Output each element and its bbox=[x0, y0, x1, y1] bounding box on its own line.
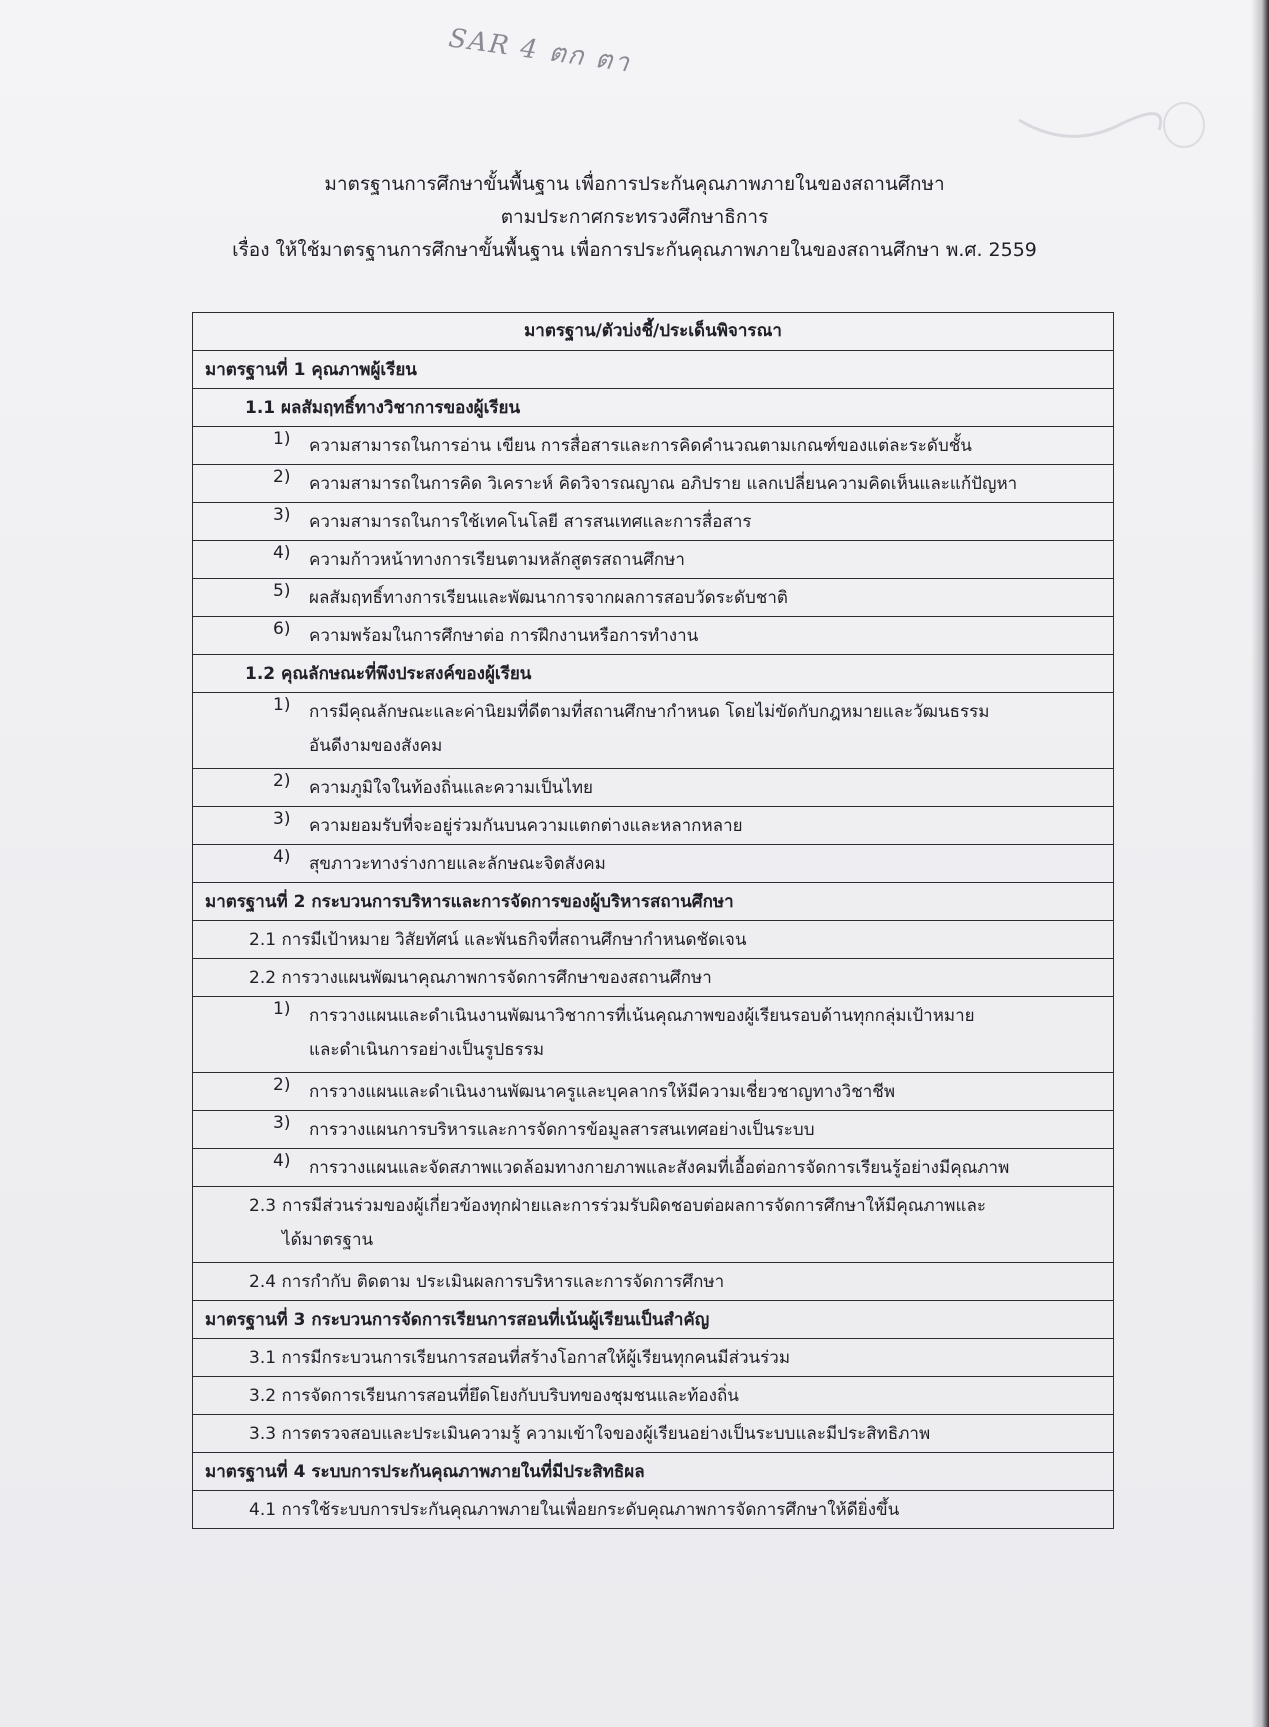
standards-table bbox=[192, 312, 1114, 1529]
table-row bbox=[193, 693, 1113, 769]
indicator-2-3-number: 2.3 bbox=[249, 1196, 277, 1216]
item-text-line-1: การวางแผนและดำเนินงานพัฒนาวิชาการที่เน้นคุณภาพของผู้เรียนรอบด้านทุกกลุ่มเป้าหมาย bbox=[309, 1006, 975, 1026]
indicator-3-2-label: 3.2 การจัดการเรียนการสอนที่ยึดโยงกับบริบทของชุมชนและท้องถิ่น bbox=[249, 1386, 739, 1406]
item-text-line-2: และดำเนินการอย่างเป็นรูปธรรม bbox=[309, 1040, 545, 1060]
indicator-2-4-row bbox=[193, 1263, 1113, 1301]
table-row bbox=[193, 617, 1113, 655]
bleed-through-logo bbox=[1009, 95, 1209, 155]
table-row bbox=[193, 1111, 1113, 1149]
indicator-2-2-row bbox=[193, 959, 1113, 997]
indicator-2-1-label: 2.1 การมีเป้าหมาย วิสัยทัศน์ และพันธกิจที่สถานศึกษากำหนดชัดเจน bbox=[249, 930, 747, 950]
item-text: การวางแผนการบริหารและการจัดการข้อมูลสารสนเทศอย่างเป็นระบบ bbox=[309, 1120, 815, 1140]
indicator-1-2-label: 1.2 คุณลักษณะที่พึงประสงค์ของผู้เรียน bbox=[245, 664, 532, 684]
item-number: 3) bbox=[273, 809, 291, 829]
indicator-1-1-row bbox=[193, 389, 1113, 427]
table-header bbox=[193, 313, 1113, 351]
indicator-3-3-label: 3.3 การตรวจสอบและประเมินความรู้ ความเข้าใจของผู้เรียนอย่างเป็นระบบและมีประสิทธิภาพ bbox=[249, 1424, 931, 1444]
item-number: 6) bbox=[273, 619, 291, 639]
item-number: 5) bbox=[273, 581, 291, 601]
item-text: สุขภาวะทางร่างกายและลักษณะจิตสังคม bbox=[309, 854, 606, 874]
table-row bbox=[193, 997, 1113, 1073]
item-text: ความก้าวหน้าทางการเรียนตามหลักสูตรสถานศึกษา bbox=[309, 550, 685, 570]
item-number: 1) bbox=[273, 695, 291, 715]
bleed-through-stamp bbox=[1009, 95, 1209, 155]
indicator-1-1-label: 1.1 ผลสัมฤทธิ์ทางวิชาการของผู้เรียน bbox=[245, 398, 521, 418]
title-line-2: ตามประกาศกระทรวงศึกษาธิการ bbox=[500, 206, 769, 228]
item-number: 4) bbox=[273, 1151, 291, 1171]
item-number: 2) bbox=[273, 771, 291, 791]
document-title bbox=[0, 168, 1269, 267]
standard-4-row bbox=[193, 1453, 1113, 1491]
indicator-4-1-label: 4.1 การใช้ระบบการประกันคุณภาพภายในเพื่อยกระดับคุณภาพการจัดการศึกษาให้ดียิ่งขึ้น bbox=[249, 1500, 900, 1520]
item-text: การวางแผนและดำเนินงานพัฒนาครูและบุคลากรให้มีความเชี่ยวชาญทางวิชาชีพ bbox=[309, 1082, 896, 1102]
indicator-3-3-row bbox=[193, 1415, 1113, 1453]
indicator-2-3-text bbox=[282, 1189, 1113, 1257]
indicator-3-1-row bbox=[193, 1339, 1113, 1377]
item-number: 4) bbox=[273, 543, 291, 563]
item-text bbox=[309, 695, 1113, 763]
indicator-2-2-label: 2.2 การวางแผนพัฒนาคุณภาพการจัดการศึกษาของสถานศึกษา bbox=[249, 968, 712, 988]
standard-3-title: มาตรฐานที่ 3 กระบวนการจัดการเรียนการสอนที่เน้นผู้เรียนเป็นสำคัญ bbox=[205, 1310, 710, 1330]
item-number: 2) bbox=[273, 467, 291, 487]
item-text: ความยอมรับที่จะอยู่ร่วมกันบนความแตกต่างและหลากหลาย bbox=[309, 816, 743, 836]
standard-1-row bbox=[193, 351, 1113, 389]
item-text-line-2: อันดีงามของสังคม bbox=[309, 736, 443, 756]
item-number: 2) bbox=[273, 1075, 291, 1095]
item-text: ผลสัมฤทธิ์ทางการเรียนและพัฒนาการจากผลการสอบวัดระดับชาติ bbox=[309, 588, 788, 608]
table-row bbox=[193, 503, 1113, 541]
standard-1-title: มาตรฐานที่ 1 คุณภาพผู้เรียน bbox=[205, 360, 417, 380]
indicator-2-1-row bbox=[193, 921, 1113, 959]
item-text: ความสามารถในการคิด วิเคราะห์ คิดวิจารณญาณ อภิปราย แลกเปลี่ยนความคิดเห็นและแก้ปัญหา bbox=[309, 474, 1018, 494]
title-line-1: มาตรฐานการศึกษาขั้นพื้นฐาน เพื่อการประกันคุณภาพภายในของสถานศึกษา bbox=[324, 173, 945, 195]
item-text: ความสามารถในการอ่าน เขียน การสื่อสารและการคิดคำนวณตามเกณฑ์ของแต่ละระดับชั้น bbox=[309, 436, 972, 456]
item-text: ความสามารถในการใช้เทคโนโลยี สารสนเทศและการสื่อสาร bbox=[309, 512, 752, 532]
indicator-3-2-row bbox=[193, 1377, 1113, 1415]
item-text bbox=[309, 999, 1113, 1067]
table-row bbox=[193, 807, 1113, 845]
table-row bbox=[193, 1149, 1113, 1187]
table-row bbox=[193, 769, 1113, 807]
item-text: ความภูมิใจในท้องถิ่นและความเป็นไทย bbox=[309, 778, 594, 798]
indicator-4-1-row bbox=[193, 1491, 1113, 1529]
table-row bbox=[193, 845, 1113, 883]
standard-3-row bbox=[193, 1301, 1113, 1339]
item-text-line-1: การมีคุณลักษณะและค่านิยมที่ดีตามที่สถานศึกษากำหนด โดยไม่ขัดกับกฎหมายและวัฒนธรรม bbox=[309, 702, 990, 722]
table-row bbox=[193, 427, 1113, 465]
standard-2-title: มาตรฐานที่ 2 กระบวนการบริหารและการจัดการของผู้บริหารสถานศึกษา bbox=[205, 892, 734, 912]
item-number: 1) bbox=[273, 999, 291, 1019]
item-number: 1) bbox=[273, 429, 291, 449]
standard-2-row bbox=[193, 883, 1113, 921]
item-number: 3) bbox=[273, 505, 291, 525]
table-row bbox=[193, 465, 1113, 503]
item-number: 4) bbox=[273, 847, 291, 867]
standard-4-title: มาตรฐานที่ 4 ระบบการประกันคุณภาพภายในที่มีประสิทธิผล bbox=[205, 1462, 645, 1482]
table-header-label: มาตรฐาน/ตัวบ่งชี้/ประเด็นพิจารณา bbox=[524, 321, 782, 341]
item-number: 3) bbox=[273, 1113, 291, 1133]
indicator-3-1-label: 3.1 การมีกระบวนการเรียนการสอนที่สร้างโอกาสให้ผู้เรียนทุกคนมีส่วนร่วม bbox=[249, 1348, 791, 1368]
indicator-2-3-line-2: ได้มาตรฐาน bbox=[282, 1230, 374, 1250]
indicator-2-3-line-1: การมีส่วนร่วมของผู้เกี่ยวข้องทุกฝ่ายและการร่วมรับผิดชอบต่อผลการจัดการศึกษาให้มีคุณภาพและ bbox=[282, 1196, 986, 1216]
table-row bbox=[193, 541, 1113, 579]
indicator-2-4-label: 2.4 การกำกับ ติดตาม ประเมินผลการบริหารและการจัดการศึกษา bbox=[249, 1272, 725, 1292]
item-text: การวางแผนและจัดสภาพแวดล้อมทางกายภาพและสังคมที่เอื้อต่อการจัดการเรียนรู้อย่างมีคุณภาพ bbox=[309, 1158, 1010, 1178]
table-row bbox=[193, 1073, 1113, 1111]
indicator-1-2-row bbox=[193, 655, 1113, 693]
table-row bbox=[193, 579, 1113, 617]
handwritten-note: SAR 4 ตก ตา bbox=[446, 23, 633, 79]
item-text: ความพร้อมในการศึกษาต่อ การฝึกงานหรือการทำงาน bbox=[309, 626, 699, 646]
indicator-2-3-row bbox=[193, 1187, 1113, 1263]
title-line-3: เรื่อง ให้ใช้มาตรฐานการศึกษาขั้นพื้นฐาน เพื่อการประกันคุณภาพภายในของสถานศึกษา พ.ศ. 2559 bbox=[232, 239, 1037, 261]
